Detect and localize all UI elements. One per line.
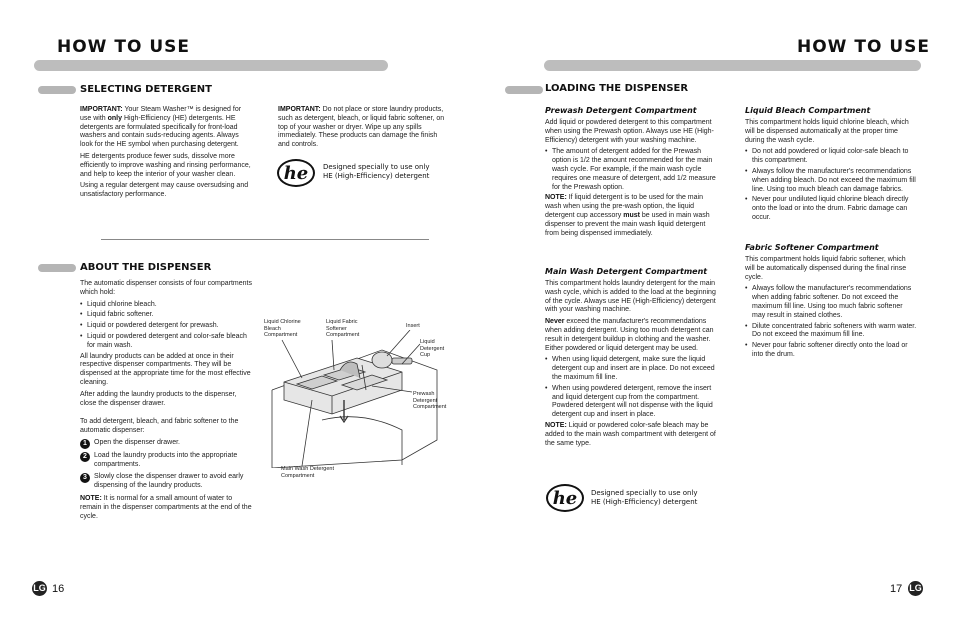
text: Do not place or store laundry products, such as detergent, bleach, or liquid fabric softener, on top of your washer or dryer. Wipe up any spills immediately. These products can damage the finish and controls. bbox=[278, 106, 445, 149]
text: Liquid or powdered color-safe bleach may be added to the main wash compartment with detergent of the same type. bbox=[545, 421, 716, 447]
list-item: • When using liquid detergent, make sure the liquid detergent cup and insert are in place. Do not exceed the maximum fill line. bbox=[545, 356, 717, 382]
paragraph: The automatic dispenser consists of four compartments which hold: bbox=[80, 280, 252, 296]
list-item: • Always follow the manufacturer's recommendations when adding bleach. Do not exceed the maximum fill line. Using too much bleach can damage fabrics. bbox=[745, 168, 917, 194]
he-logo-icon: he bbox=[277, 159, 315, 187]
bullet-list bbox=[745, 148, 917, 222]
label-softener-compartment: Liquid Fabric Softener Compartment bbox=[326, 319, 360, 338]
never-label: Never bbox=[545, 318, 565, 326]
step-text: Slowly close the dispenser drawer to avoid early dispensing of the laundry products. bbox=[94, 473, 244, 490]
label-bleach-compartment: Liquid Chlorine Bleach Compartment bbox=[264, 319, 301, 338]
he-caption-line2: HE (High-Efficiency) detergent bbox=[591, 498, 698, 506]
label-prewash-compartment: Prewash Detergent Compartment bbox=[413, 391, 447, 410]
paragraph: HE detergents produce fewer suds, dissolve more efficiently to improve washing and rinsing performance, and help to keep the interior of your washer clean. bbox=[80, 152, 251, 178]
he-caption-line1: Designed specially to use only bbox=[323, 163, 430, 171]
he-logo-icon: he bbox=[546, 484, 584, 512]
list-item: • Liquid or powdered detergent for prewash. bbox=[80, 322, 252, 331]
list-item: • The amount of detergent added for the Prewash option is 1/2 the amount recommended for the main wash cycle. For example, if the main wash cycle requires one measure of detergent, add 1/2 measure for the Prewash option. bbox=[545, 148, 717, 192]
note-label: NOTE: bbox=[545, 421, 567, 429]
step-number-icon: 3 bbox=[80, 473, 90, 483]
page-number-left: 16 bbox=[52, 583, 65, 595]
lg-logo-icon: LG bbox=[32, 581, 47, 596]
mainwash-text bbox=[545, 280, 717, 451]
section-marker bbox=[38, 264, 76, 272]
label-liquid-detergent-cup: Liquid Detergent Cup bbox=[420, 339, 445, 358]
list-item: • Dilute concentrated fabric softeners with warm water. Do not exceed the maximum fill line. bbox=[745, 323, 917, 341]
prewash-text bbox=[545, 119, 717, 241]
mainwash-title: Main Wash Detergent Compartment bbox=[545, 267, 708, 276]
left-title-bar bbox=[34, 60, 388, 71]
about-dispenser-heading: ABOUT THE DISPENSER bbox=[80, 262, 212, 273]
text: be used in main wash dispenser to prevent the main wash liquid detergent from being dispensed immediately. bbox=[545, 211, 710, 237]
prewash-title: Prewash Detergent Compartment bbox=[545, 106, 697, 115]
loading-dispenser-heading: LOADING THE DISPENSER bbox=[545, 83, 689, 94]
paragraph: To add detergent, bleach, and fabric softener to the automatic dispenser: bbox=[80, 418, 239, 435]
left-page-title: HOW TO USE bbox=[57, 37, 190, 57]
step-text: Open the dispenser drawer. bbox=[94, 438, 180, 446]
bleach-text bbox=[745, 119, 917, 225]
divider bbox=[101, 239, 429, 240]
list-item: • Never pour fabric softener directly onto the load or into the drum. bbox=[745, 342, 917, 360]
bullet-list bbox=[745, 285, 917, 359]
dispenser-diagram bbox=[262, 330, 452, 468]
softener-title: Fabric Softener Compartment bbox=[745, 243, 879, 252]
bullet-list bbox=[545, 148, 717, 192]
list-item: • Liquid fabric softener. bbox=[80, 311, 252, 320]
note-label: NOTE: bbox=[545, 194, 567, 202]
important-label: IMPORTANT: bbox=[278, 106, 321, 113]
important-label: IMPORTANT: bbox=[80, 106, 123, 113]
paragraph: Add liquid or powdered detergent to this compartment when using the Prewash option. Always use HE (High-Efficiency) detergent with your washing machine. bbox=[545, 119, 714, 144]
step-number-icon: 1 bbox=[80, 439, 90, 449]
emphasis: only bbox=[107, 114, 123, 122]
step-item bbox=[80, 473, 252, 491]
bleach-title: Liquid Bleach Compartment bbox=[745, 106, 871, 115]
label-mainwash-compartment: Main Wash Detergent Compartment bbox=[281, 466, 334, 479]
list-item: • When using powdered detergent, remove the insert and liquid detergent cup from the compartment. Powdered detergent will not dispense with the liquid detergent cup and insert in place. bbox=[545, 385, 717, 420]
list-item: • Liquid or powdered detergent and color-safe bleach for main wash. bbox=[80, 333, 252, 351]
he-caption bbox=[323, 163, 430, 181]
bullet-list bbox=[545, 356, 717, 420]
lg-logo-icon: LG bbox=[908, 581, 923, 596]
paragraph: This compartment holds liquid chlorine bleach, which will be dispensed automatically at the proper time during the wash cycle. bbox=[745, 119, 909, 144]
section-marker bbox=[38, 86, 76, 94]
paragraph: All laundry products can be added at once in their respective dispenser compartments. They will be dispensed at the appropriate time for the most effective cleaning. bbox=[80, 352, 251, 386]
paragraph: Using a regular detergent may cause oversudsing and unsatisfactory performance. bbox=[80, 182, 249, 199]
list-item: • Liquid chlorine bleach. bbox=[80, 301, 252, 310]
he-caption-line2: HE (High-Efficiency) detergent bbox=[323, 172, 430, 180]
about-text bbox=[80, 280, 252, 524]
step-item bbox=[80, 439, 252, 448]
compartment-list bbox=[80, 301, 252, 351]
list-item: • Do not add powdered or liquid color-safe bleach to this compartment. bbox=[745, 148, 917, 166]
label-insert: Insert bbox=[406, 323, 420, 329]
step-number-icon: 2 bbox=[80, 452, 90, 462]
softener-text bbox=[745, 256, 917, 362]
selecting-col1 bbox=[80, 106, 252, 203]
he-caption bbox=[591, 489, 698, 507]
text: exceed the manufacturer's recommendations when adding detergent. Using too much detergent can result in detergent buildup in clothing and the washer. Either powdered or liquid detergent may be used. bbox=[545, 318, 714, 352]
paragraph: This compartment holds laundry detergent for the main wash cycle, which is added to the load at the beginning of the cycle. Always use HE (High-Efficiency) detergent with your washing machine. bbox=[545, 280, 716, 314]
paragraph: This compartment holds liquid fabric softener, which will be automatically dispensed during the final rinse cycle. bbox=[745, 256, 907, 281]
text: High-Efficiency (HE) detergents. HE detergents are formulated specifically for front-load washers and contain suds-reducing agents. Always look for the HE symbol when purchasing detergent. bbox=[80, 114, 239, 149]
text: It is normal for a small amount of water to remain in the dispenser compartments at the end of the cycle. bbox=[80, 494, 252, 520]
emphasis: must bbox=[623, 211, 640, 219]
right-page-title: HOW TO USE bbox=[797, 37, 930, 57]
he-caption-line1: Designed specially to use only bbox=[591, 489, 698, 497]
text: If liquid detergent is to be used for the main wash when using the pre-wash option, the liquid detergent cup accessory bbox=[545, 194, 703, 219]
paragraph: After adding the laundry products to the dispenser, close the dispenser drawer. bbox=[80, 390, 237, 407]
note-label: NOTE: bbox=[80, 494, 102, 502]
list-item: • Never pour undiluted liquid chlorine bleach directly onto the load or into the drum. Fabric damage can occur. bbox=[745, 196, 917, 222]
selecting-col2 bbox=[278, 106, 446, 153]
page-number-right: 17 bbox=[890, 583, 903, 595]
right-title-bar bbox=[544, 60, 921, 71]
step-text: Load the laundry products into the appropriate compartments. bbox=[94, 451, 238, 468]
list-item: • Always follow the manufacturer's recommendations when adding fabric softener. Do not exceed the maximum fill line. Using too much fabric softener may result in stained clothes. bbox=[745, 285, 917, 320]
text: Your Steam Washer™ is designed for use with bbox=[80, 106, 242, 122]
step-item bbox=[80, 452, 252, 470]
steps-list bbox=[80, 439, 252, 491]
selecting-detergent-heading: SELECTING DETERGENT bbox=[80, 84, 212, 95]
section-marker bbox=[505, 86, 543, 94]
